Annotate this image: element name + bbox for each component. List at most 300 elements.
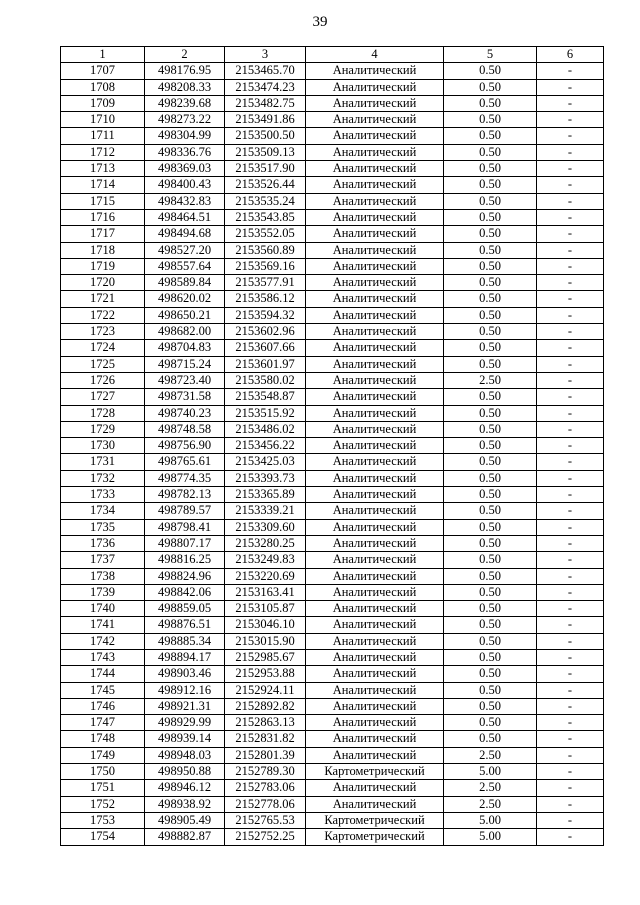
table-cell: 1749 xyxy=(61,747,145,763)
column-header: 3 xyxy=(225,47,306,63)
table-cell: Аналитический xyxy=(306,682,444,698)
table-cell: 498782.13 xyxy=(145,487,225,503)
table-cell: 1720 xyxy=(61,275,145,291)
table-cell: - xyxy=(537,291,604,307)
table-cell: 0.50 xyxy=(444,568,537,584)
table-cell: Аналитический xyxy=(306,405,444,421)
table-cell: - xyxy=(537,470,604,486)
table-row xyxy=(61,487,604,503)
table-cell: 2152789.30 xyxy=(225,764,306,780)
table-cell: 0.50 xyxy=(444,112,537,128)
table-cell: Аналитический xyxy=(306,747,444,763)
table-cell: 1710 xyxy=(61,112,145,128)
table-cell: 1741 xyxy=(61,617,145,633)
table-cell: 1727 xyxy=(61,389,145,405)
table-cell: 1717 xyxy=(61,226,145,242)
table-cell: - xyxy=(537,698,604,714)
table-cell: Аналитический xyxy=(306,144,444,160)
table-cell: 2152831.82 xyxy=(225,731,306,747)
table-cell: 498704.83 xyxy=(145,340,225,356)
table-row xyxy=(61,552,604,568)
table-cell: 0.50 xyxy=(444,503,537,519)
table-cell: 498731.58 xyxy=(145,389,225,405)
table-cell: 1728 xyxy=(61,405,145,421)
table-cell: 0.50 xyxy=(444,389,537,405)
table-cell: 498789.57 xyxy=(145,503,225,519)
table-cell: 1719 xyxy=(61,258,145,274)
table-cell: 0.50 xyxy=(444,242,537,258)
table-row xyxy=(61,764,604,780)
table-cell: 498589.84 xyxy=(145,275,225,291)
table-cell: 2152924.11 xyxy=(225,682,306,698)
table-row xyxy=(61,389,604,405)
table-cell: Аналитический xyxy=(306,601,444,617)
table-cell: 1712 xyxy=(61,144,145,160)
table-cell: 2153163.41 xyxy=(225,584,306,600)
table-cell: - xyxy=(537,747,604,763)
table-cell: 498400.43 xyxy=(145,177,225,193)
table-cell: 2153602.96 xyxy=(225,324,306,340)
table-cell: 0.50 xyxy=(444,601,537,617)
table-cell: Аналитический xyxy=(306,617,444,633)
table-cell: 2153491.86 xyxy=(225,112,306,128)
table-cell: 0.50 xyxy=(444,487,537,503)
table-row xyxy=(61,454,604,470)
table-cell: - xyxy=(537,356,604,372)
table-cell: Аналитический xyxy=(306,731,444,747)
table-cell: 2153509.13 xyxy=(225,144,306,160)
table-cell: - xyxy=(537,731,604,747)
table-row xyxy=(61,747,604,763)
table-cell: 1737 xyxy=(61,552,145,568)
table-cell: - xyxy=(537,796,604,812)
table-row xyxy=(61,731,604,747)
table-cell: 2153365.89 xyxy=(225,487,306,503)
table-cell: 0.50 xyxy=(444,731,537,747)
table-cell: 2153105.87 xyxy=(225,601,306,617)
table-cell: 2153607.66 xyxy=(225,340,306,356)
table-row xyxy=(61,275,604,291)
table-cell: 2153486.02 xyxy=(225,421,306,437)
table-row xyxy=(61,796,604,812)
table-cell: 1732 xyxy=(61,470,145,486)
table-cell: - xyxy=(537,764,604,780)
table-cell: 1750 xyxy=(61,764,145,780)
table-cell: - xyxy=(537,649,604,665)
table-cell: 498912.16 xyxy=(145,682,225,698)
table-cell: - xyxy=(537,275,604,291)
table-cell: 2152778.06 xyxy=(225,796,306,812)
table-cell: 1724 xyxy=(61,340,145,356)
table-cell: 1731 xyxy=(61,454,145,470)
table-cell: 2153220.69 xyxy=(225,568,306,584)
table-cell: - xyxy=(537,682,604,698)
table-cell: - xyxy=(537,601,604,617)
table-cell: 0.50 xyxy=(444,291,537,307)
table-cell: Аналитический xyxy=(306,535,444,551)
table-cell: 0.50 xyxy=(444,144,537,160)
column-header: 4 xyxy=(306,47,444,63)
table-cell: - xyxy=(537,454,604,470)
table-cell: Аналитический xyxy=(306,340,444,356)
table-cell: - xyxy=(537,209,604,225)
table-cell: 0.50 xyxy=(444,63,537,79)
table-cell: 2153046.10 xyxy=(225,617,306,633)
table-cell: 1730 xyxy=(61,438,145,454)
table-cell: 2153474.23 xyxy=(225,79,306,95)
table-cell: 2153535.24 xyxy=(225,193,306,209)
table-row xyxy=(61,161,604,177)
table-cell: Аналитический xyxy=(306,209,444,225)
table-cell: 2152892.82 xyxy=(225,698,306,714)
table-cell: 498885.34 xyxy=(145,633,225,649)
table-row xyxy=(61,601,604,617)
table-cell: Аналитический xyxy=(306,128,444,144)
table-row xyxy=(61,421,604,437)
table-row xyxy=(61,633,604,649)
table-cell: Аналитический xyxy=(306,112,444,128)
table-cell: 498816.25 xyxy=(145,552,225,568)
table-cell: 0.50 xyxy=(444,161,537,177)
table-row xyxy=(61,307,604,323)
table-cell: 0.50 xyxy=(444,633,537,649)
table-cell: 1743 xyxy=(61,649,145,665)
table-cell: Аналитический xyxy=(306,454,444,470)
table-cell: 0.50 xyxy=(444,340,537,356)
table-cell: 1735 xyxy=(61,519,145,535)
table-cell: Аналитический xyxy=(306,519,444,535)
table-cell: - xyxy=(537,666,604,682)
table-cell: 498842.06 xyxy=(145,584,225,600)
table-cell: 498176.95 xyxy=(145,63,225,79)
table-cell: Аналитический xyxy=(306,698,444,714)
table-cell: Аналитический xyxy=(306,356,444,372)
table-cell: - xyxy=(537,307,604,323)
table-row xyxy=(61,698,604,714)
table-cell: Аналитический xyxy=(306,552,444,568)
table-cell: 498774.35 xyxy=(145,470,225,486)
table-row xyxy=(61,258,604,274)
table-cell: - xyxy=(537,584,604,600)
table-cell: 2153601.97 xyxy=(225,356,306,372)
table-cell: 2153500.50 xyxy=(225,128,306,144)
table-cell: 498765.61 xyxy=(145,454,225,470)
table-row xyxy=(61,356,604,372)
table-row xyxy=(61,324,604,340)
table-cell: 5.00 xyxy=(444,812,537,828)
table-cell: - xyxy=(537,144,604,160)
table-cell: Аналитический xyxy=(306,666,444,682)
table-cell: 2153543.85 xyxy=(225,209,306,225)
table-row xyxy=(61,242,604,258)
table-cell: - xyxy=(537,617,604,633)
table-row xyxy=(61,209,604,225)
table-cell: 498824.96 xyxy=(145,568,225,584)
table-cell: 498948.03 xyxy=(145,747,225,763)
table-cell: 1714 xyxy=(61,177,145,193)
table-cell: 0.50 xyxy=(444,715,537,731)
table-body xyxy=(61,63,604,845)
table-header-row xyxy=(61,47,604,63)
table-cell: Аналитический xyxy=(306,242,444,258)
table-cell: - xyxy=(537,324,604,340)
table-cell: Картометрический xyxy=(306,764,444,780)
column-header: 5 xyxy=(444,47,537,63)
table-cell: 1754 xyxy=(61,829,145,845)
table-cell: 498939.14 xyxy=(145,731,225,747)
table-cell: 0.50 xyxy=(444,698,537,714)
table-cell: Аналитический xyxy=(306,649,444,665)
table-cell: 0.50 xyxy=(444,258,537,274)
table-row xyxy=(61,340,604,356)
table-cell: 1742 xyxy=(61,633,145,649)
table-cell: - xyxy=(537,519,604,535)
table-cell: - xyxy=(537,242,604,258)
table-cell: 498903.46 xyxy=(145,666,225,682)
table-cell: Аналитический xyxy=(306,226,444,242)
table-row xyxy=(61,405,604,421)
table-row xyxy=(61,519,604,535)
table-cell: 0.50 xyxy=(444,356,537,372)
table-cell: 2152953.88 xyxy=(225,666,306,682)
table-cell: 498876.51 xyxy=(145,617,225,633)
table-cell: 0.50 xyxy=(444,128,537,144)
table-cell: - xyxy=(537,389,604,405)
table-cell: 1739 xyxy=(61,584,145,600)
table-row xyxy=(61,226,604,242)
table-cell: 2153586.12 xyxy=(225,291,306,307)
table-cell: - xyxy=(537,128,604,144)
table-cell: - xyxy=(537,715,604,731)
table-cell: Аналитический xyxy=(306,780,444,796)
table-cell: - xyxy=(537,161,604,177)
table-cell: Картометрический xyxy=(306,812,444,828)
table-cell: Аналитический xyxy=(306,79,444,95)
table-cell: - xyxy=(537,226,604,242)
table-cell: 1744 xyxy=(61,666,145,682)
table-cell: 498756.90 xyxy=(145,438,225,454)
table-row xyxy=(61,112,604,128)
table-cell: 0.50 xyxy=(444,421,537,437)
table-cell: 1729 xyxy=(61,421,145,437)
table-cell: 2153393.73 xyxy=(225,470,306,486)
page-number: 39 xyxy=(312,14,328,30)
table-cell: 0.50 xyxy=(444,405,537,421)
table-row xyxy=(61,144,604,160)
table-cell: Аналитический xyxy=(306,275,444,291)
table-cell: 2153280.25 xyxy=(225,535,306,551)
table-cell: Аналитический xyxy=(306,487,444,503)
table-row xyxy=(61,568,604,584)
table-cell: 2152752.25 xyxy=(225,829,306,845)
table-cell: 498239.68 xyxy=(145,95,225,111)
table-cell: 0.50 xyxy=(444,470,537,486)
table-cell: - xyxy=(537,372,604,388)
table-cell: - xyxy=(537,193,604,209)
table-cell: 1708 xyxy=(61,79,145,95)
table-cell: 1753 xyxy=(61,812,145,828)
table-cell: 0.50 xyxy=(444,79,537,95)
table-cell: - xyxy=(537,405,604,421)
table-cell: 498859.05 xyxy=(145,601,225,617)
table-row xyxy=(61,666,604,682)
table-cell: 1748 xyxy=(61,731,145,747)
table-cell: 0.50 xyxy=(444,193,537,209)
table-cell: 0.50 xyxy=(444,682,537,698)
table-cell: 0.50 xyxy=(444,324,537,340)
table-cell: Аналитический xyxy=(306,95,444,111)
table-row xyxy=(61,128,604,144)
table-cell: 0.50 xyxy=(444,617,537,633)
table-cell: 1745 xyxy=(61,682,145,698)
table-cell: 498336.76 xyxy=(145,144,225,160)
column-header: 2 xyxy=(145,47,225,63)
column-header: 1 xyxy=(61,47,145,63)
table-cell: - xyxy=(537,438,604,454)
table-cell: 1721 xyxy=(61,291,145,307)
table-row xyxy=(61,177,604,193)
table-cell: 0.50 xyxy=(444,649,537,665)
table-cell: 2.50 xyxy=(444,796,537,812)
table-cell: 2153339.21 xyxy=(225,503,306,519)
table-cell: 2153526.44 xyxy=(225,177,306,193)
table-row xyxy=(61,535,604,551)
table-cell: 498432.83 xyxy=(145,193,225,209)
table-cell: Аналитический xyxy=(306,177,444,193)
table-cell: - xyxy=(537,421,604,437)
table-cell: 2.50 xyxy=(444,780,537,796)
table-cell: - xyxy=(537,112,604,128)
table-cell: 498650.21 xyxy=(145,307,225,323)
table-cell: 0.50 xyxy=(444,519,537,535)
table-cell: 498557.64 xyxy=(145,258,225,274)
table-cell: 2.50 xyxy=(444,747,537,763)
table-cell: 498921.31 xyxy=(145,698,225,714)
table-cell: 2153552.05 xyxy=(225,226,306,242)
table-cell: 498894.17 xyxy=(145,649,225,665)
table-cell: 0.50 xyxy=(444,666,537,682)
table-cell: 1723 xyxy=(61,324,145,340)
table-row xyxy=(61,95,604,111)
table-cell: 2152863.13 xyxy=(225,715,306,731)
table-cell: 1716 xyxy=(61,209,145,225)
table-cell: 498723.40 xyxy=(145,372,225,388)
table-cell: 498208.33 xyxy=(145,79,225,95)
table-cell: 2153517.90 xyxy=(225,161,306,177)
table-row xyxy=(61,79,604,95)
table-cell: - xyxy=(537,503,604,519)
table-cell: 1740 xyxy=(61,601,145,617)
table-cell: 1725 xyxy=(61,356,145,372)
table-cell: 1709 xyxy=(61,95,145,111)
table-cell: 498929.99 xyxy=(145,715,225,731)
table-cell: 0.50 xyxy=(444,454,537,470)
table-cell: 2153569.16 xyxy=(225,258,306,274)
table-cell: 1733 xyxy=(61,487,145,503)
table-row xyxy=(61,829,604,845)
table-cell: 498938.92 xyxy=(145,796,225,812)
table-cell: 2153577.91 xyxy=(225,275,306,291)
table-cell: 1707 xyxy=(61,63,145,79)
table-cell: 0.50 xyxy=(444,209,537,225)
table-cell: Аналитический xyxy=(306,161,444,177)
table-cell: 2153249.83 xyxy=(225,552,306,568)
table-cell: - xyxy=(537,95,604,111)
table-cell: 1718 xyxy=(61,242,145,258)
table-cell: 2152801.39 xyxy=(225,747,306,763)
table-cell: 498905.49 xyxy=(145,812,225,828)
table-cell: - xyxy=(537,535,604,551)
table-cell: 498748.58 xyxy=(145,421,225,437)
table-row xyxy=(61,812,604,828)
table-cell: - xyxy=(537,633,604,649)
table-cell: Аналитический xyxy=(306,633,444,649)
table-cell: 498682.00 xyxy=(145,324,225,340)
table-cell: Аналитический xyxy=(306,796,444,812)
table-cell: 1713 xyxy=(61,161,145,177)
table-cell: Аналитический xyxy=(306,193,444,209)
table-cell: Аналитический xyxy=(306,470,444,486)
table-cell: 2153515.92 xyxy=(225,405,306,421)
table-cell: Аналитический xyxy=(306,568,444,584)
table-cell: 1752 xyxy=(61,796,145,812)
table-cell: 1715 xyxy=(61,193,145,209)
table-cell: Аналитический xyxy=(306,438,444,454)
table-cell: - xyxy=(537,63,604,79)
table-row xyxy=(61,780,604,796)
table-cell: 498807.17 xyxy=(145,535,225,551)
table-cell: 2153482.75 xyxy=(225,95,306,111)
table-cell: 498740.23 xyxy=(145,405,225,421)
table-row xyxy=(61,715,604,731)
table-cell: - xyxy=(537,568,604,584)
table-cell: - xyxy=(537,487,604,503)
table-cell: 498527.20 xyxy=(145,242,225,258)
table-cell: - xyxy=(537,340,604,356)
table-cell: 2152985.67 xyxy=(225,649,306,665)
table-row xyxy=(61,649,604,665)
table-cell: Аналитический xyxy=(306,421,444,437)
table-cell: - xyxy=(537,79,604,95)
table-cell: 1736 xyxy=(61,535,145,551)
table-cell: 2153580.02 xyxy=(225,372,306,388)
table-cell: 498304.99 xyxy=(145,128,225,144)
table-cell: 1711 xyxy=(61,128,145,144)
table-row xyxy=(61,438,604,454)
table-cell: 2153465.70 xyxy=(225,63,306,79)
table-cell: Аналитический xyxy=(306,324,444,340)
table-cell: 2.50 xyxy=(444,372,537,388)
table-cell: 498882.87 xyxy=(145,829,225,845)
table-cell: Аналитический xyxy=(306,307,444,323)
table-cell: 0.50 xyxy=(444,95,537,111)
table-cell: - xyxy=(537,780,604,796)
table-cell: 498798.41 xyxy=(145,519,225,535)
table-cell: 1722 xyxy=(61,307,145,323)
table-cell: 5.00 xyxy=(444,764,537,780)
table-cell: 2153015.90 xyxy=(225,633,306,649)
table-cell: 498369.03 xyxy=(145,161,225,177)
table-cell: Аналитический xyxy=(306,291,444,307)
table-row xyxy=(61,682,604,698)
table-row xyxy=(61,617,604,633)
table-cell: 498273.22 xyxy=(145,112,225,128)
table-cell: Картометрический xyxy=(306,829,444,845)
table-cell: 0.50 xyxy=(444,438,537,454)
table-cell: 498715.24 xyxy=(145,356,225,372)
table-cell: - xyxy=(537,812,604,828)
table-cell: 0.50 xyxy=(444,535,537,551)
